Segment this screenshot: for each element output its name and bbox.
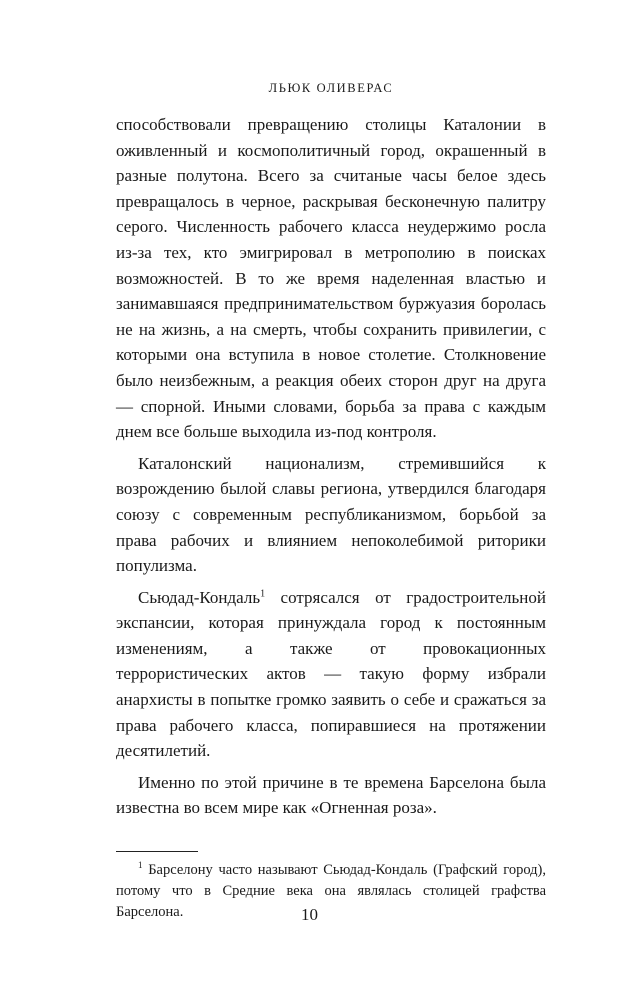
footnote-marker: 1 — [138, 860, 143, 871]
body-text — [116, 112, 546, 821]
page-number: 10 — [301, 905, 318, 924]
paragraph-3-text: сотрясался от градостроительной экспансии, которая принуждала город к постоянным изменениям, а также от провокационных террористических актов — такую форму избрали анархисты в попытке громко заявить о себе и сражаться за права рабочего класса, попиравшиеся на протяжении десятилетий. — [116, 587, 546, 761]
paragraph-2: Каталонский национализм, стремившийся к возрождению былой славы региона, утвердился благодаря союзу с современным республиканизмом, борьбой за права рабочих и влиянием непоколебимой риторики популизма. — [116, 453, 546, 576]
paragraph-1: способствовали превращению столицы Каталонии в оживленный и космополитичный город, окрашенный в разные полутона. Всего за считаные часы белое здесь превращалось в черное, раскрывая бесконечную палитру серого. Численность рабочего класса неудержимо росла из-за тех, кто эмигрировал в метрополию в поисках возможностей. В то же время наделенная властью и занимавшаяся предпринимательством буржуазия боролась не на жизнь, а на смерть, чтобы сохранить привилегии, с которыми она вступила в новое столетие. Столкновение было неизбежным, а реакция обеих сторон друг на друга — спорной. Иными словами, борьба за права с каждым днем все больше выходила из-под контроля. — [116, 115, 546, 442]
paragraph-4: Именно по этой причине в те времена Барселона была известна во всем мире как «Огненная роза». — [116, 772, 546, 818]
paragraph-3-lead: Сьюдад-Кондаль — [138, 587, 261, 607]
footnote-text: Барселону часто называют Сьюдад-Кондаль (Графский город), потому что в Средние века она являлась столицей графства Барселона. — [116, 862, 546, 921]
running-head: ЛЬЮК ОЛИВЕРАС — [268, 81, 394, 95]
footnote-divider — [116, 851, 198, 852]
book-page — [116, 80, 546, 923]
footnote-reference: 1 — [260, 588, 266, 600]
paragraph-3 — [116, 585, 546, 764]
